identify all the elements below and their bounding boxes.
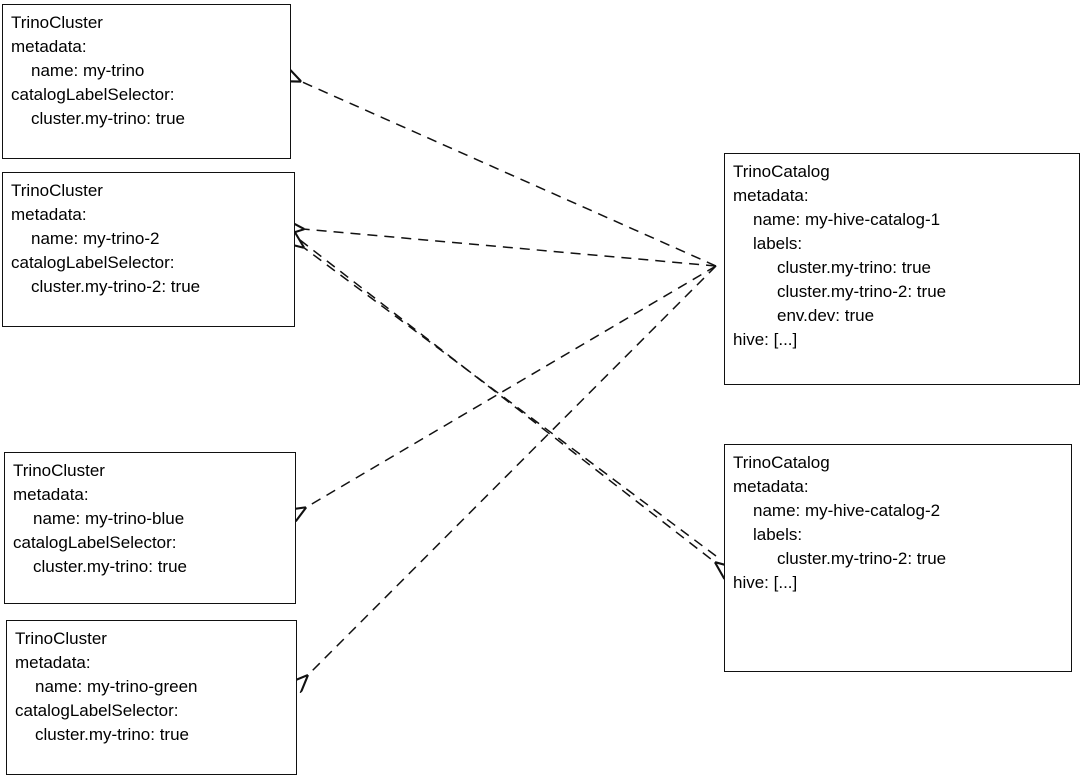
- node-line: cluster.my-trino: true: [31, 109, 185, 128]
- node-line: catalogLabelSelector:: [11, 85, 175, 104]
- node-line: metadata:: [15, 653, 91, 672]
- node-line: catalogLabelSelector:: [15, 701, 179, 720]
- node-line: name: my-trino-2: [31, 229, 160, 248]
- node-catalog-my-hive-catalog-1: [724, 153, 1080, 385]
- node-line: cluster.my-trino: true: [33, 557, 187, 576]
- node-line: cluster.my-trino: true: [35, 725, 189, 744]
- node-line: TrinoCluster: [15, 629, 107, 648]
- edge-catalog2-to-cluster-my-trino-2: [303, 247, 716, 556]
- node-line: name: my-trino-green: [35, 677, 198, 696]
- edge-catalog1-to-cluster-my-trino: [300, 81, 716, 266]
- node-line: catalogLabelSelector:: [13, 533, 177, 552]
- node-line: metadata:: [13, 485, 89, 504]
- edge-cluster-my-trino-2-to-catalog2: [300, 240, 716, 563]
- node-line: cluster.my-trino-2: true: [777, 282, 947, 301]
- node-line: cluster.my-trino: true: [777, 258, 931, 277]
- node-line: env.dev: true: [777, 306, 875, 325]
- node-line: hive: [...]: [733, 330, 798, 349]
- node-line: metadata:: [11, 205, 87, 224]
- node-line: TrinoCatalog: [733, 453, 830, 472]
- node-line: TrinoCluster: [13, 461, 105, 480]
- node-line: labels:: [753, 234, 803, 253]
- node-line: metadata:: [733, 186, 809, 205]
- node-line: name: my-trino-blue: [33, 509, 185, 528]
- node-cluster-my-trino-2: [2, 172, 295, 327]
- node-line: metadata:: [11, 37, 87, 56]
- node-line: cluster.my-trino-2: true: [777, 549, 947, 568]
- node-line: catalogLabelSelector:: [11, 253, 175, 272]
- node-cluster-my-trino: [2, 4, 291, 159]
- node-line: metadata:: [733, 477, 809, 496]
- node-line: TrinoCatalog: [733, 162, 830, 181]
- node-line: cluster.my-trino-2: true: [31, 277, 201, 296]
- edge-paths: [300, 81, 716, 676]
- node-line: TrinoCluster: [11, 13, 103, 32]
- edge-catalog1-to-cluster-my-trino-green: [307, 266, 716, 676]
- node-line: name: my-hive-catalog-1: [753, 210, 941, 229]
- node-line: name: my-trino: [31, 61, 145, 80]
- edge-catalog1-to-cluster-my-trino-blue: [305, 266, 716, 508]
- node-line: name: my-hive-catalog-2: [753, 501, 941, 520]
- node-cluster-my-trino-blue: [4, 452, 296, 604]
- node-line: hive: [...]: [733, 573, 798, 592]
- node-catalog-my-hive-catalog-2: [724, 444, 1072, 672]
- node-line: labels:: [753, 525, 803, 544]
- node-line: TrinoCluster: [11, 181, 103, 200]
- node-cluster-my-trino-green: [6, 620, 297, 775]
- edge-catalog1-to-cluster-my-trino-2: [303, 229, 716, 266]
